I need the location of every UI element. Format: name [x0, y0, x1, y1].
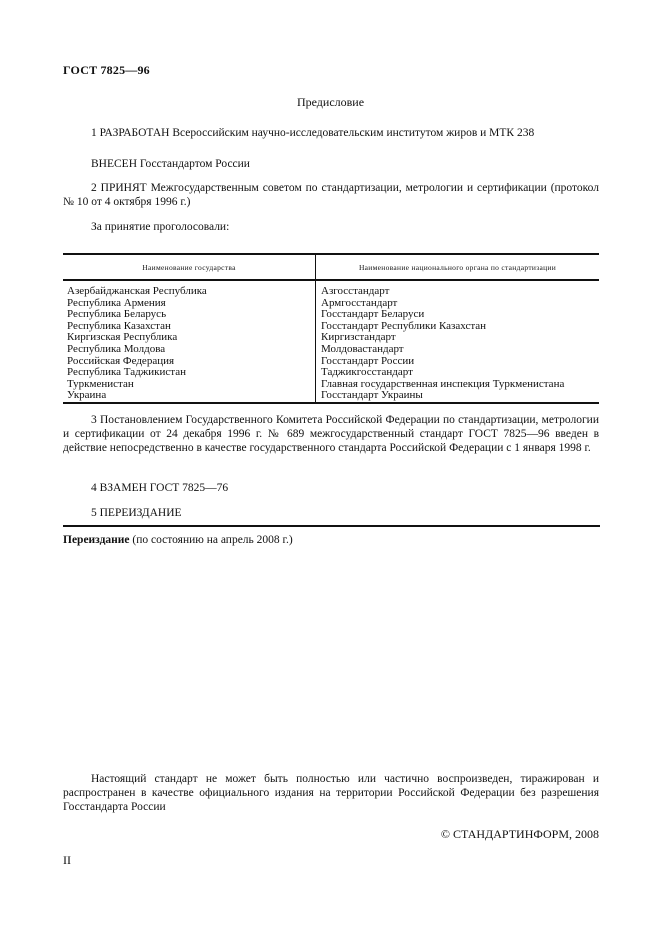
- section-introduced: ВНЕСЕН Госстандартом России: [91, 158, 250, 170]
- standard-body-name: Госстандарт Украины: [321, 389, 423, 402]
- section-5-reissue: 5 ПЕРЕИЗДАНИЕ: [91, 507, 182, 519]
- state-name: Российская Федерация: [67, 354, 175, 367]
- state-name: Туркменистан: [67, 377, 134, 390]
- section-1-developed: 1 РАЗРАБОТАН Всероссийским научно-исследовательским институтом жиров и МТК 238: [91, 127, 535, 139]
- table-row: [63, 280, 599, 403]
- reissue-label: Переиздание: [63, 534, 130, 546]
- state-name: Республика Молдова: [67, 342, 166, 355]
- section-4-replaces: 4 ВЗАМЕН ГОСТ 7825—76: [91, 482, 229, 494]
- divider: [63, 525, 600, 527]
- standard-body-name: Таджикгосстандарт: [321, 366, 413, 379]
- standard-body-name: Главная государственная инспекция Туркменистана: [321, 377, 565, 390]
- document-code: ГОСТ 7825—96: [63, 63, 150, 77]
- section-2-adopted: 2 ПРИНЯТ Межгосударственным советом по стандартизации, метрологии и сертификации (протокол № 10 от 4 октября 1996 г.): [63, 182, 599, 208]
- column-header-standard-body: Наименование национального органа по стандартизации: [316, 254, 600, 280]
- states-cell: [63, 280, 316, 403]
- state-name: Республика Армения: [67, 296, 166, 309]
- standard-body-name: Молдовастандарт: [321, 342, 404, 355]
- copyright-notice: Настоящий стандарт не может быть полностью или частично воспроизведен, тиражирован и распространен в качестве официального издания на территории Российской Федерации без разрешения Госстандарта России: [63, 773, 599, 813]
- standard-body-name: Армгосстандарт: [321, 296, 398, 309]
- state-name: Украина: [67, 389, 107, 402]
- state-name: Республика Казахстан: [67, 319, 171, 332]
- standard-body-name: Азгосстандарт: [321, 285, 390, 297]
- copyright: © СТАНДАРТИНФОРМ, 2008: [440, 827, 599, 841]
- state-name: Республика Беларусь: [67, 308, 167, 321]
- voting-table: [63, 253, 599, 404]
- standard-body-name: Киргизстандарт: [321, 331, 396, 344]
- column-header-state: Наименование государства: [63, 254, 316, 280]
- reissue-text: (по состоянию на апрель 2008 г.): [129, 534, 293, 546]
- reissue-note: [63, 533, 599, 547]
- standard-body-name: Госстандарт Беларуси: [321, 308, 425, 321]
- standard-body-name: Госстандарт Республики Казахстан: [321, 319, 487, 332]
- page-number: II: [63, 853, 71, 867]
- state-name: Республика Таджикистан: [67, 366, 186, 379]
- section-3-decree: 3 Постановлением Государственного Комитета Российской Федерации по стандартизации, метрологии и сертификации от 24 декабря 1996 г. № 689 межгосударственный стандарт ГОСТ 7825—96 введен в действие непосредственно в качестве государственного стандарта Российской Федерации с 1 января 1998 г.: [63, 414, 599, 454]
- standard-body-name: Госстандарт России: [321, 354, 415, 367]
- page-title: Предисловие: [296, 95, 365, 109]
- state-name: Киргизская Республика: [67, 331, 178, 344]
- state-name: Азербайджанская Республика: [67, 285, 207, 297]
- standard-bodies-cell: [316, 280, 600, 403]
- voted-label: За принятие проголосовали:: [91, 221, 230, 233]
